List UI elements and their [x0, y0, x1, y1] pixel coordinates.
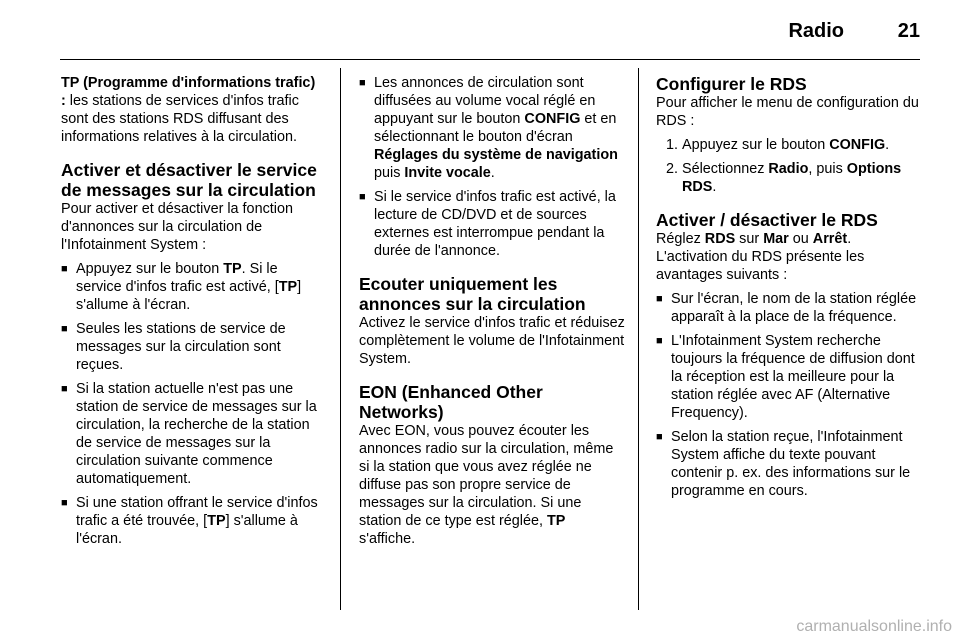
heading-configure-rds: Configurer le RDS	[656, 74, 807, 94]
announcement-bullet-list	[359, 74, 625, 260]
list-item: ■ Selon la station reçue, l'Infotainment System affiche du texte pouvant contenir p. ex. des informations sur le programme en cours.	[656, 428, 920, 500]
list-item: ■ Seules les stations de service de messages sur la circulation sont reçues.	[61, 320, 323, 374]
page-header	[0, 0, 960, 60]
list-item: ■ Si le service d'infos trafic est activé, la lecture de CD/DVD et de sources externes est interrompue pendant la durée de l'annonce.	[359, 188, 625, 260]
config-intro: Pour afficher le menu de configuration du RDS :	[656, 95, 919, 129]
list-item: ■ L'Infotainment System recherche toujours la fréquence de diffusion dont la réception est la meilleure pour la station réglée avec AF (Alternative Frequency).	[656, 332, 920, 422]
rds-advantages-list	[656, 290, 920, 500]
config-steps	[656, 136, 920, 196]
list-item: ■ Si la station actuelle n'est pas une station de service de messages sur la circulation, la recherche de la station de service de messages sur la circulation suivante commence automatiquement.	[61, 380, 323, 488]
column-divider-right	[638, 68, 639, 610]
toggle-text: Réglez RDS sur Mar ou Arrêt. L'activation du RDS présente les avantages suivants :	[656, 231, 865, 283]
watermark-text: carmanualsonline.info	[796, 618, 952, 635]
heading-activate-traffic: Activer et désactiver le service de messages sur la circulation	[61, 160, 317, 200]
section-title: Radio	[788, 20, 844, 42]
list-item: ■ Si une station offrant le service d'infos trafic a été trouvée, [TP] s'allume à l'écran.	[61, 494, 323, 548]
column-middle	[359, 74, 625, 548]
tp-term: TP (Programme d'informations trafic) :	[61, 75, 316, 109]
tp-definition	[61, 74, 323, 146]
header-divider	[60, 59, 920, 60]
listen-text: Activez le service d'infos trafic et réduisez complètement le volume de l'Infotainment System.	[359, 315, 625, 367]
heading-listen-traffic: Ecouter uniquement les annonces sur la circulation	[359, 274, 586, 314]
tp-button-label: TP	[223, 261, 242, 277]
column-divider-left	[340, 68, 341, 610]
page-number: 21	[897, 20, 920, 42]
list-item: ■ Appuyez sur le bouton TP. Si le service d'infos trafic est activé, [TP] s'allume à l'écran.	[61, 260, 323, 314]
step-item: 2. Sélectionnez Radio, puis Options RDS.	[666, 161, 902, 195]
activate-bullet-list	[61, 260, 323, 548]
heading-eon: EON (Enhanced Other Networks)	[359, 382, 543, 422]
tp-definition-text: les stations de services d'infos trafic sont des stations RDS diffusant des informations relatives à la circulation.	[61, 93, 299, 145]
activate-intro: Pour activer et désactiver la fonction d'annonces sur la circulation de l'Infotainment System :	[61, 201, 293, 253]
heading-toggle-rds: Activer / désactiver le RDS	[656, 210, 878, 230]
list-item: ■ Sur l'écran, le nom de la station réglée apparaît à la place de la fréquence.	[656, 290, 920, 326]
list-item: ■ Les annonces de circulation sont diffusées au volume vocal réglé en appuyant sur le bouton CONFIG et en sélectionnant le bouton d'écran Réglages du système de navigation puis Invite vocale.	[359, 74, 625, 182]
column-right	[656, 74, 920, 500]
column-left	[61, 74, 323, 548]
step-item: 1. Appuyez sur le bouton CONFIG.	[666, 137, 890, 153]
eon-text: Avec EON, vous pouvez écouter les annonces radio sur la circulation, même si la station que vous avez réglée ne diffuse pas son propre service de messages sur la circulation. Si une station de ce type est réglée, TP s'affiche.	[359, 423, 614, 547]
